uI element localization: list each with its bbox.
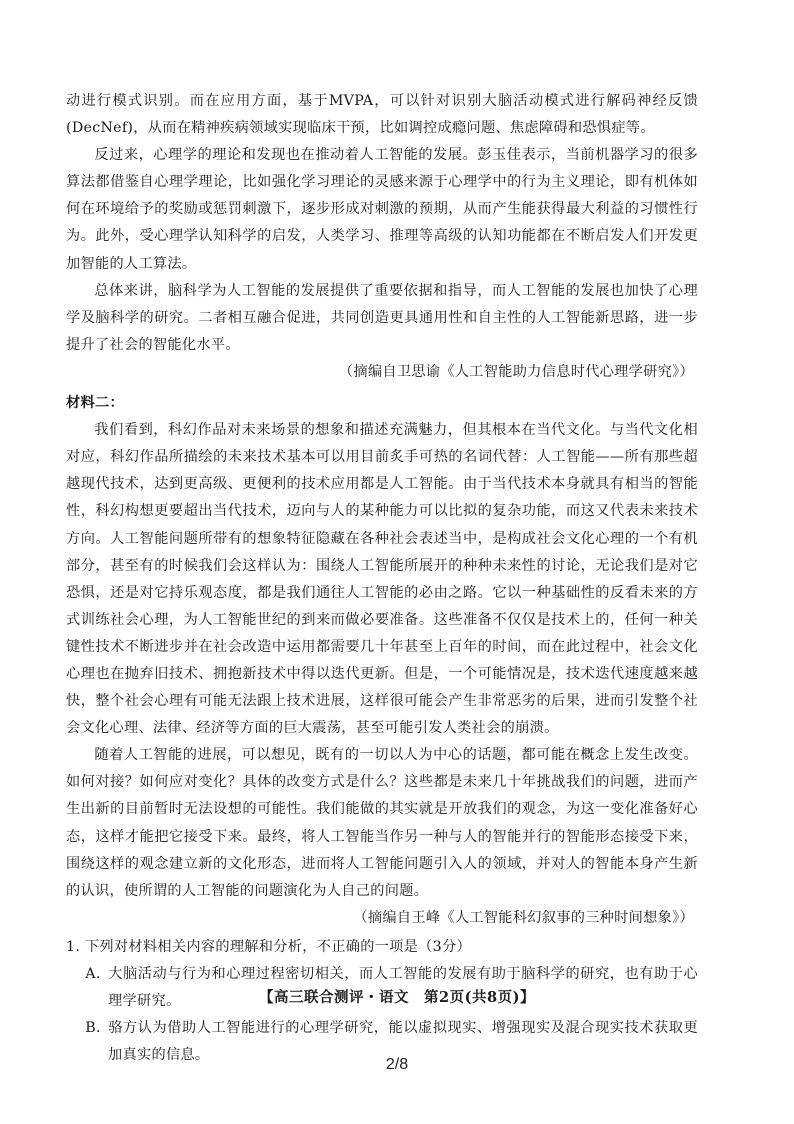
material-2-paragraph-2: 随着人工智能的进展，可以想见，既有的一切以人为中心的话题，都可能在概念上发生改变。如何对接？如何应对变化？具体的改变方式是什么？这些都是未来几十年挑战我们的问题，进而产生出新的目前暂时无法设想的可能性。我们能做的其实就是开放我们的观念，为这一变化准备好心态，这样才能把它接受下来。最终，将人工智能当作另一种与人的智能并行的智能形态接受下来，围绕这样的观念建立新的文化形态，进而将人工智能问题引入人的领域，并对人的智能本身产生新的认识，使所谓的人工智能的问题演化为人自己的问题。 — [66, 747, 698, 899]
paragraph-psychology-drives-ai: 反过来，心理学的理论和发现也在推动着人工智能的发展。彭玉佳表示，当前机器学习的很多算法都借鉴自心理学理论，比如强化学习理论的灵感来源于心理学中的行为主义理论，即有机体如何在环境给予的奖励或惩罚刺激下，逐步形成对刺激的预期，从而产生能获得最大利益的习惯性行为。此外，受心理学认知科学的启发，人类学习、推理等高级的认知功能都在不断启发人们开发更加智能的人工算法。 — [66, 147, 698, 272]
option-a-text: 大脑活动与行为和心理过程密切相关，而人工智能的发展有助于脑科学的研究，也有助于心理学研究。 — [108, 966, 698, 1010]
option-b-label: B. — [85, 1020, 101, 1037]
paragraph-summary: 总体来讲，脑科学为人工智能的发展提供了重要依据和指导，而人工智能的发展也加快了心理学及脑科学的研究。二者相互融合促进，共同创造更具通用性和自主性的人工智能新思路，进一步提升了社会的智能化水平。 — [66, 282, 698, 353]
exam-text-body — [66, 88, 698, 1069]
material-2-heading: 材料二： — [66, 395, 124, 412]
material-2-paragraph-1: 我们看到，科幻作品对未来场景的想象和描述充满魅力，但其根本在当代文化。与当代文化相对应，科幻作品所描绘的未来技术基本可以用目前炙手可热的名词代替：人工智能——所有那些超越现代技术，达到更高级、更便利的技术应用都是人工智能。由于当代技术本身就具有相当的智能性，科幻构想更要超出当代技术，迈向与人的某种能力可以比拟的复杂功能，而这又代表未来技术方向。人工智能问题所带有的想象特征隐藏在各种社会表述当中，是构成社会文化心理的一个有机部分，甚至有的时候我们会这样认为：围绕人工智能所展开的种种未来性的讨论，无论我们是对它恐惧，还是对它持乐观态度，都是我们通往人工智能的必由之路。它以一种基础性的反看未来的方式训练社会心理，为人工智能世纪的到来而做必要准备。这些准备不仅仅是技术上的，任何一种关键性技术不断进步并在社会改造中运用都需要几十年甚至上百年的时间，而在此过程中，社会文化心理也在抛弃旧技术、拥抱新技术中得以迭代更新。但是，一个可能情况是，技术迭代速度越来越快，整个社会心理有可能无法跟上技术进展，这样很可能会产生非常恶劣的后果，进而引发整个社会文化心理、法律、经济等方面的巨大震荡，甚至可能引发人类社会的崩溃。 — [66, 422, 698, 737]
option-a-label: A. — [85, 966, 101, 982]
source-citation-1: （摘编自卫思谕《人工智能助力信息时代心理学研究》） — [338, 363, 694, 380]
page-footer: 【高三联合测评・语文 第2页(共8页)】 — [259, 989, 535, 1006]
question-1-stem: 1. 下列对材料相关内容的理解和分析，不正确的一项是（3分） — [66, 938, 471, 955]
page-indicator: 2/8 — [385, 1056, 409, 1073]
option-b-text: 骆方认为借助人工智能进行的心理学研究，能以虚拟现实、增强现实及混合现实技术获取更加真实的信息。 — [108, 1020, 698, 1064]
source-citation-2: （摘编自王峰《人工智能科幻叙事的三种时间想象》） — [353, 909, 694, 926]
continuation-paragraph: 动进行模式识别。而在应用方面，基于MVPA，可以针对识别大脑活动模式进行解码神经反馈(DecNef)，从而在精神疾病领域实现临床干预，比如调控成瘾问题、焦虑障碍和恐惧症等。 — [66, 93, 698, 137]
